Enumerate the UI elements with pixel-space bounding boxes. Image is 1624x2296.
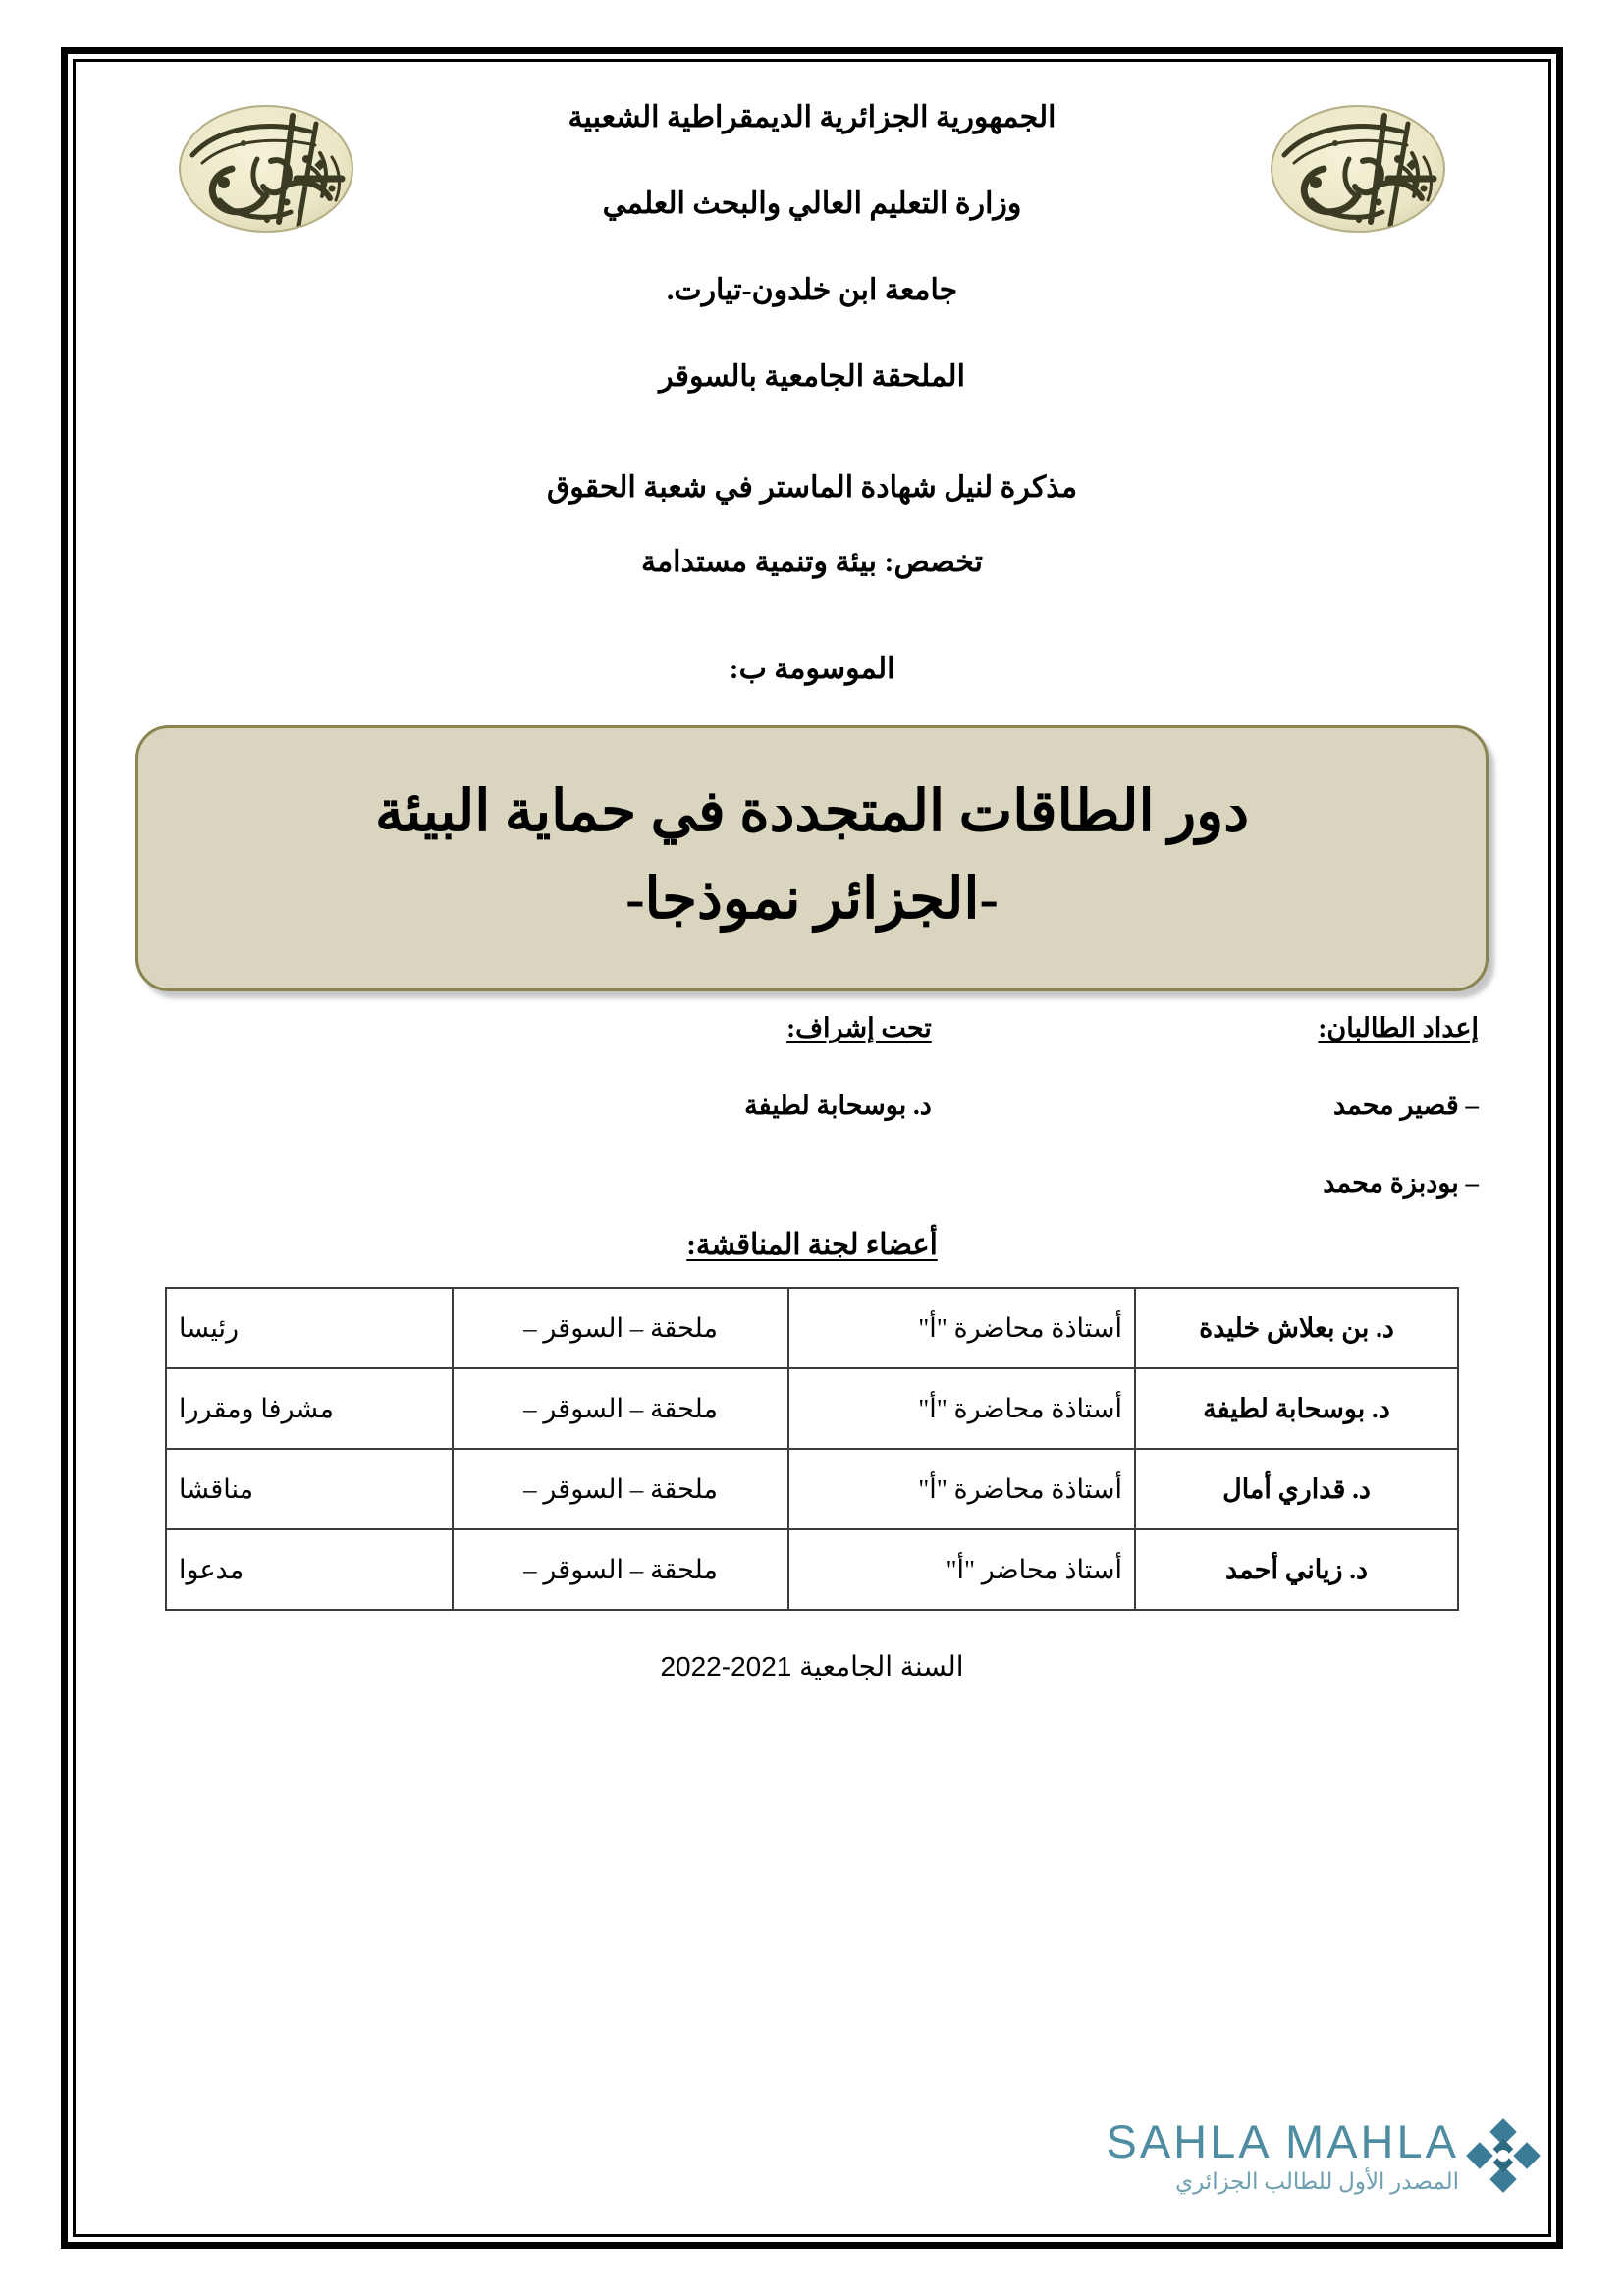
thesis-title-container [84,725,1540,992]
institution-header [84,100,1540,446]
jury-institution: ملحقة – السوقر – [453,1368,787,1449]
thesis-title-line-1: دور الطاقات المتجددة في حماية البيئة [374,778,1250,843]
sahla-mahla-watermark [1106,2113,1545,2198]
student-name-2: – بودبزة محمد [1323,1168,1479,1199]
jury-name: د. بوسحابة لطيفة [1135,1368,1458,1449]
supervisor-column [350,1013,932,1168]
university-line: جامعة ابن خلدون-تيارت. [666,274,958,306]
page-content [84,71,1540,2225]
thesis-title-line-2: -الجزائر نموذجا- [625,867,999,932]
specialization-line: تخصص: بيئة وتنمية مستدامة [640,545,983,578]
jury-institution: ملحقة – السوقر – [453,1449,787,1529]
jury-name: د. بن بعلاش خليدة [1135,1288,1458,1368]
table-row [166,1368,1458,1449]
supervisor-name-1: د. بوسحابة لطيفة [744,1091,932,1121]
jury-rank: أستاذة محاضرة "أ" [788,1449,1135,1529]
jury-rank: أستاذة محاضرة "أ" [788,1368,1135,1449]
table-row [166,1288,1458,1368]
jury-role: مشرفا ومقررا [166,1368,453,1449]
jury-table [165,1287,1459,1611]
table-row [166,1449,1458,1529]
student-name-1: – قصير محمد [1332,1091,1479,1121]
degree-line: مذكرة لنيل شهادة الماستر في شعبة الحقوق [546,471,1078,504]
jury-institution: ملحقة – السوقر – [453,1529,787,1610]
students-heading: إعداد الطالبان: [1318,1013,1479,1043]
jury-heading: أعضاء لجنة المناقشة: [686,1229,938,1261]
table-row [166,1529,1458,1610]
jury-role: مدعوا [166,1529,453,1610]
country-line: الجمهورية الجزائرية الديمقراطية الشعبية [568,101,1056,133]
watermark-text-group [1106,2115,1459,2194]
academic-year: السنة الجامعية 2021-2022 [660,1651,964,1682]
jury-table-container [84,1287,1540,1611]
thesis-title-box [135,725,1489,992]
jury-rank: أستاذة محاضرة "أ" [788,1288,1135,1368]
jury-rank: أستاذ محاضر "أ" [788,1529,1135,1610]
header-zone [84,71,1540,463]
jury-name: د. قداري أمال [1135,1449,1458,1529]
jury-role: مناقشا [166,1449,453,1529]
watermark-title: SAHLA MAHLA [1106,2115,1459,2167]
jury-name: د. زياني أحمد [1135,1529,1458,1610]
authors-and-supervisor-row [84,1013,1540,1219]
ministry-line: وزارة التعليم العالي والبحث العلمي [602,187,1022,220]
supervisor-heading: تحت إشراف: [786,1013,932,1043]
entitled-line: الموسومة ب: [729,653,895,685]
jury-role: رئيسا [166,1288,453,1368]
watermark-subtitle: المصدر الأول للطالب الجزائري [1175,2169,1459,2194]
sahla-mahla-logo-icon [1461,2113,1545,2198]
annex-line: الملحقة الجامعية بالسوقر [659,360,965,393]
degree-block [84,469,1540,688]
jury-institution: ملحقة – السوقر – [453,1288,787,1368]
